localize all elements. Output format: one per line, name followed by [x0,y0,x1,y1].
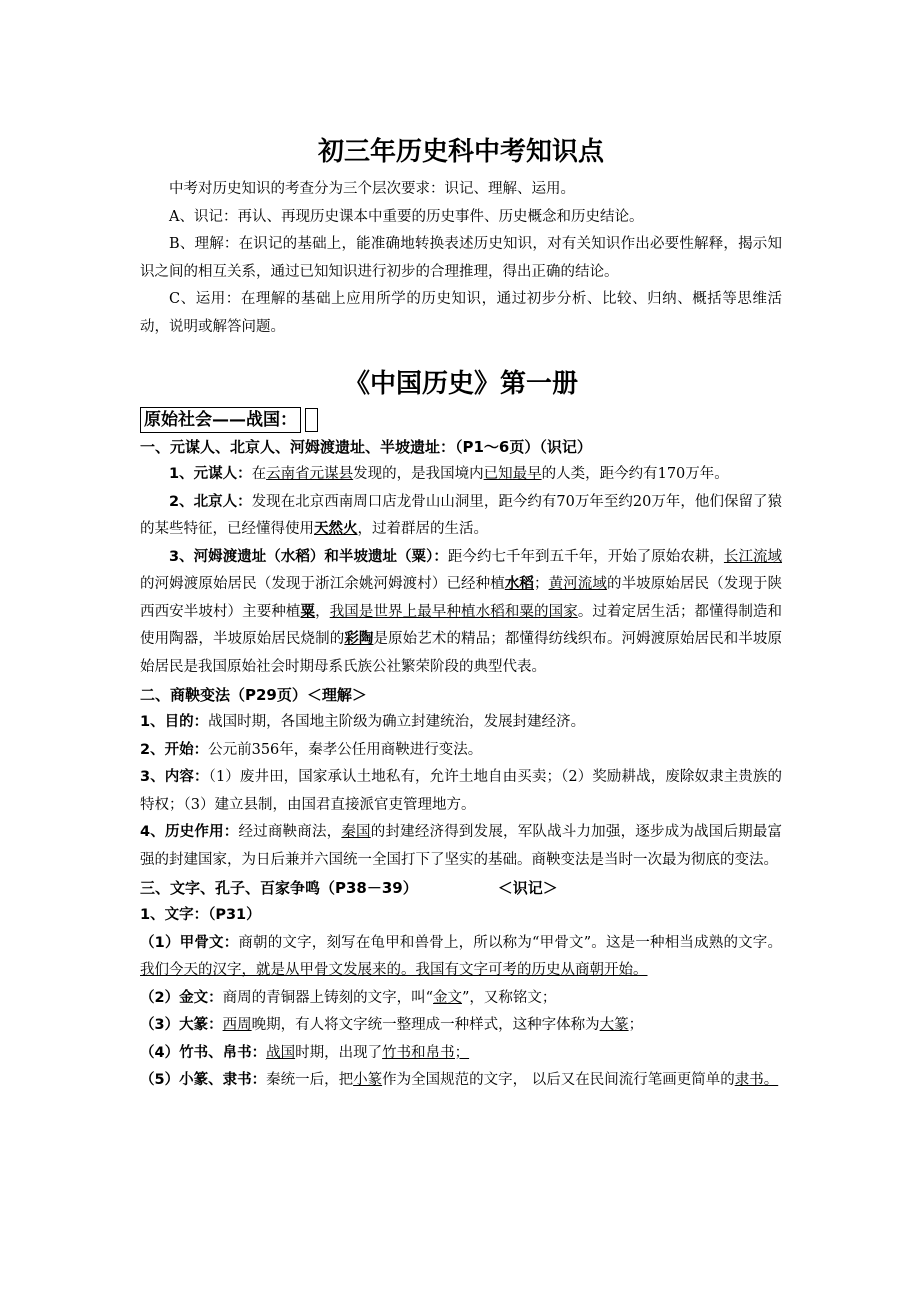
document-page [140,128,782,1095]
document-title: 初三年历史科中考知识点 [317,137,604,167]
text-span: 公元前356年，秦孝公任用商鞅进行变法。 [208,741,483,758]
yuanmou-item [140,461,782,489]
text-span: 发现在北京西南周口店龙骨山山洞里，距今约有70万年至约20万年，他们保留了猿的某些特征，已经懂得使用 [140,493,782,537]
text-span: 的人类，距今约有170万年。 [541,466,729,482]
underlined-text: 战国 [266,1044,296,1061]
underlined-text: 竹书和帛书； [382,1044,470,1061]
reform-purpose [140,709,782,737]
item-label: 2、开始： [140,741,209,758]
oracle-bone-item [140,930,782,985]
text-span: 的封建经济得到发展，军队战斗力加强，逐步成为战国后期最富强的封建国家，为日后兼并六国统一全国打下了坚实的基础。商鞅变法是当时一次最为彻底的变法。 [140,824,783,868]
text-span: 秦统一后，把 [266,1072,354,1088]
writing-subheading: 1、文字：（P31） [140,907,261,923]
period-heading-box: 原始社会——战国： [140,407,301,433]
heading-text: 三、文字、孔子、百家争鸣（P38－39） [140,879,418,897]
underlined-text: 长江流域 [723,548,783,565]
text-span: 的半坡原始居民（发现于陕西西安半坡村）主要种植 [140,576,783,620]
underlined-text: 粟 [300,603,316,620]
item-label: 4、历史作用： [140,824,239,840]
text-span: 是原始艺术的精品；都懂得纺线织布。河姆渡原始居民和半坡原始居民是我国原始社会时期母系氏族公社繁荣阶段的典型代表。 [140,631,783,675]
item-label: （4）竹书、帛书： [140,1044,267,1061]
item-label: （3）大篆： [140,1017,223,1033]
reform-content [140,764,782,819]
text-span: ； [534,576,549,592]
hemudu-banpo-item [140,544,782,682]
text-span: 商朝的文字，刻写在龟甲和兽骨上，所以称为“甲骨文”。这是一种相当成熟的文字。 [238,934,782,951]
intro-recall: A、识记：再认、再现历史课本中重要的历史事件、历史概念和历史结论。 [169,208,644,225]
text-span: 在 [251,466,267,482]
text-span: ，过着群居的生活。 [357,521,488,537]
item-label: （5）小篆、隶书： [140,1072,267,1088]
text-span: 发现的，是我国境内 [353,466,484,482]
underlined-text: 小篆 [353,1072,383,1088]
empty-box-icon [305,408,318,432]
text-span: 经过商鞅商法， [238,824,342,840]
text-span: 战国时期，各国地主阶级为确立封建统治，发展封建经济。 [208,714,586,730]
period-heading [140,407,782,433]
item-label: （2）金文： [140,989,223,1006]
text-span: ； [628,1017,644,1033]
hemudu-label: 3、河姆渡遗址（水稻）和半坡遗址（粟）： [169,548,448,565]
underlined-text: 西周 [222,1017,252,1033]
underlined-text: 天然火 [314,521,358,537]
underlined-text: 彩陶 [344,631,374,647]
underlined-text: 大篆 [599,1017,629,1033]
text-span: ”，又称铭文； [462,989,557,1006]
text-span: 时期，出现了 [295,1044,383,1061]
small-seal-clerical-item [140,1067,782,1095]
underlined-text: 云南省元谋县 [266,466,354,482]
text-span: 。过着定居生活；都懂得制造和使用陶器，半坡原始居民烧制的 [140,603,783,647]
underlined-text: 已知最早 [483,466,542,482]
reform-start [140,737,782,765]
section2-heading: 二、商鞅变法（P29页）＜理解＞ [140,686,367,704]
section1-heading: 一、元谋人、北京人、河姆渡遗址、半坡遗址：（P1～6页）（识记） [140,438,592,456]
bronze-inscription-item [140,985,782,1013]
underlined-text: 金文 [433,989,463,1006]
beijing-label: 2、北京人： [169,493,252,510]
underlined-text: 我国是世界上最早种植水稻和粟的国家 [329,603,578,620]
item-label: 1、目的： [140,714,209,730]
text-span: 作为全国规范的文字， 以后又在民间流行笔画更简单的 [382,1072,735,1088]
intro-understand: B、理解：在识记的基础上，能准确地转换表述历史知识，对有关知识作出必要性解释，揭示知识之间的相互关系，通过已知知识进行初步的合理推理，得出正确的结论。 [140,236,782,280]
reform-effect [140,819,782,874]
text-span: ， [315,603,330,620]
beijing-item [140,489,782,544]
heading-level-tag: ＜识记＞ [497,879,558,897]
text-span: 的河姆渡原始居民（发现于浙江余姚河姆渡村）已经种植 [140,576,505,592]
underlined-text: 隶书。 [734,1072,779,1088]
book-title: 《中国历史》第一册 [343,369,578,399]
underlined-text: 黄河流域 [548,576,607,592]
text-span: 商周的青铜器上铸刻的文字，叫“ [222,989,434,1006]
text-span: 晚期，有人将文字统一整理成一种样式，这种字体称为 [251,1017,600,1033]
great-seal-item [140,1012,782,1040]
intro-paragraph: 中考对历史知识的考查分为三个层次要求：识记、理解、运用。 [169,181,575,197]
underlined-text: 我们今天的汉字，就是从甲骨文发展来的。我国有文字可考的历史从商朝开始。 [140,962,648,978]
yuanmou-label: 1、元谋人： [169,466,252,482]
underlined-text: 秦国 [341,824,371,840]
text-span: （1）废井田，国家承认土地私有，允许土地自由买卖；（2）奖励耕战，废除奴隶主贵族的特权；（3）建立县制，由国君直接派官吏管理地方。 [140,769,782,813]
section3-heading [140,874,782,902]
underlined-text: 水稻 [504,576,535,592]
bamboo-silk-item [140,1040,782,1068]
intro-apply: C、运用：在理解的基础上应用所学的历史知识，通过初步分析、比较、归纳、概括等思维活动，说明或解答问题。 [140,291,782,335]
text-span: 距今约七千年到五千年，开始了原始农耕， [447,548,724,565]
item-label: （1）甲骨文： [140,934,239,951]
item-label: 3、内容： [140,769,209,785]
